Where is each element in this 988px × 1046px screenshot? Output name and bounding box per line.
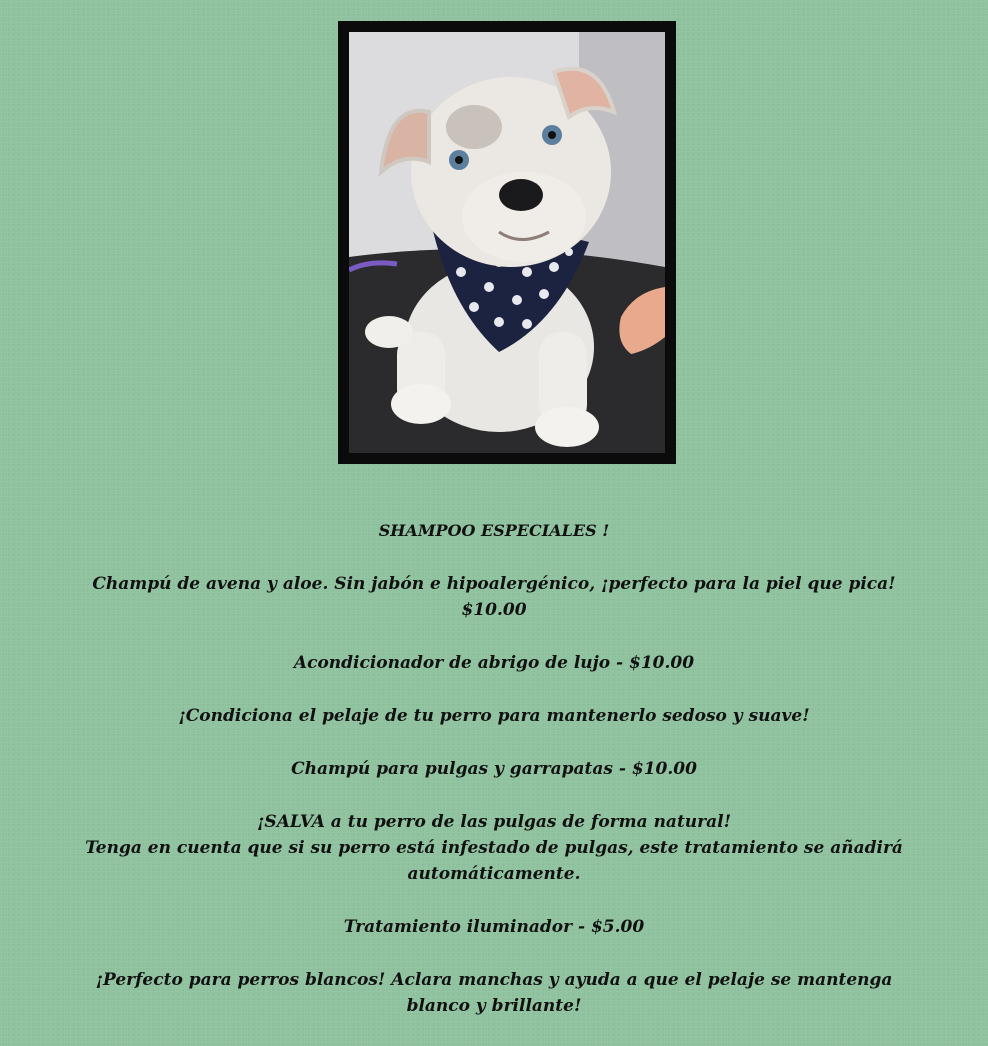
photo-frame	[338, 21, 676, 464]
item-flea-note: Tenga en cuenta que si su perro está infestado de pulgas, este tratamiento se añadirá automáticamente.	[85, 838, 903, 884]
puppy-photo	[349, 32, 665, 453]
item-conditioner-description: ¡Condiciona el pelaje de tu perro para mantenerlo sedoso y suave!	[178, 706, 810, 726]
item-oatmeal-shampoo: Champú de avena y aloe. Sin jabón e hipoalergénico, ¡perfecto para la piel que pica! $10.00	[92, 574, 896, 620]
item-brightening-treatment: Tratamiento iluminador - $5.00	[343, 917, 645, 937]
item-flea-description: ¡SALVA a tu perro de las pulgas de forma natural!	[256, 812, 732, 832]
item-flea-tick-shampoo: Champú para pulgas y garrapatas - $10.00	[291, 759, 697, 779]
item-brightening-description: ¡Perfecto para perros blancos! Aclara manchas y ayuda a que el pelaje se mantenga blanco y brillante!	[95, 970, 893, 1016]
section-title: SHAMPOO ESPECIALES !	[378, 521, 610, 540]
post-text	[80, 518, 908, 1046]
item-luxury-conditioner: Acondicionador de abrigo de lujo - $10.00	[293, 653, 695, 673]
